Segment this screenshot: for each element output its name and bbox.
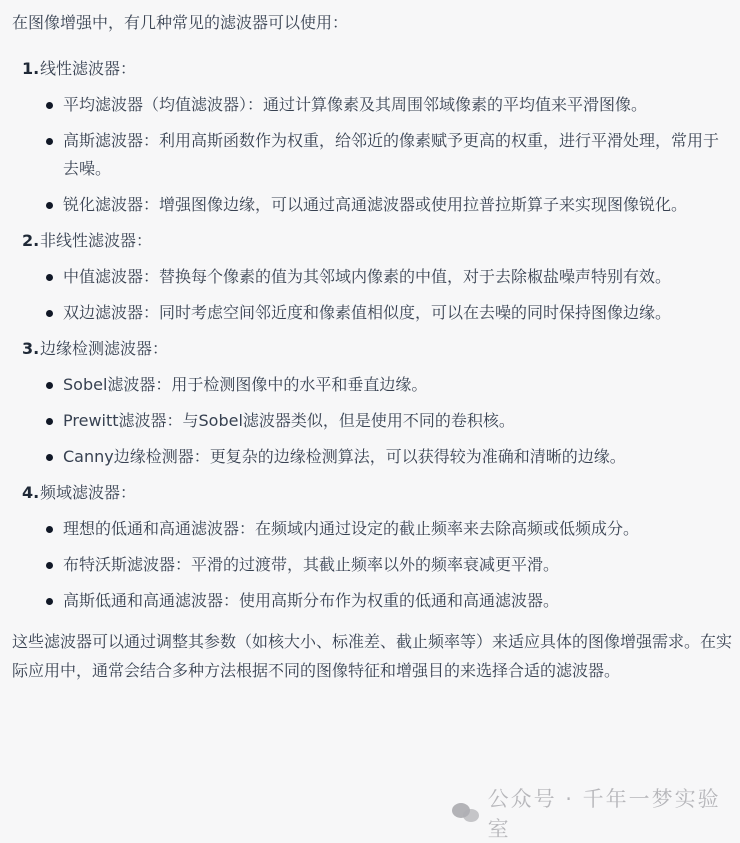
section-number: 2. bbox=[22, 231, 40, 250]
section-title: 频域滤波器： bbox=[40, 483, 137, 502]
section-number: 1. bbox=[22, 59, 40, 78]
list-item bbox=[12, 371, 740, 399]
section-heading bbox=[12, 335, 740, 363]
document bbox=[12, 0, 740, 685]
bullet-icon bbox=[46, 202, 53, 209]
section-title: 线性滤波器： bbox=[40, 59, 137, 78]
filter-list bbox=[12, 263, 740, 327]
list-item bbox=[12, 587, 740, 615]
section-title: 非线性滤波器： bbox=[40, 231, 153, 250]
list-item bbox=[12, 515, 740, 543]
list-item bbox=[12, 127, 740, 183]
list-item bbox=[12, 551, 740, 579]
section-heading bbox=[12, 479, 740, 507]
bullet-icon bbox=[46, 418, 53, 425]
bullet-icon bbox=[46, 598, 53, 605]
filter-list bbox=[12, 91, 740, 219]
section-number: 3. bbox=[22, 339, 40, 358]
list-item bbox=[12, 443, 740, 471]
bullet-icon bbox=[46, 454, 53, 461]
section-edge-detection-filters bbox=[12, 335, 740, 471]
wechat-icon bbox=[452, 801, 482, 825]
item-text: 锐化滤波器：增强图像边缘，可以通过高通滤波器或使用拉普拉斯算子来实现图像锐化。 bbox=[63, 195, 688, 214]
item-text: 平均滤波器（均值滤波器）：通过计算像素及其周围邻域像素的平均值来平滑图像。 bbox=[63, 95, 648, 114]
item-text: 布特沃斯滤波器：平滑的过渡带，其截止频率以外的频率衰减更平滑。 bbox=[63, 555, 560, 574]
watermark bbox=[452, 783, 740, 843]
section-nonlinear-filters bbox=[12, 227, 740, 327]
bullet-icon bbox=[46, 138, 53, 145]
item-text: 中值滤波器：替换每个像素的值为其邻域内像素的中值，对于去除椒盐噪声特别有效。 bbox=[63, 267, 672, 286]
intro-paragraph: 在图像增强中，有几种常见的滤波器可以使用： bbox=[12, 13, 349, 32]
item-text: 双边滤波器：同时考虑空间邻近度和像素值相似度，可以在去噪的同时保持图像边缘。 bbox=[63, 303, 672, 322]
item-text: 高斯低通和高通滤波器：使用高斯分布作为权重的低通和高通滤波器。 bbox=[63, 591, 560, 610]
section-heading bbox=[12, 55, 740, 83]
list-item bbox=[12, 263, 740, 291]
bullet-icon bbox=[46, 310, 53, 317]
section-frequency-domain-filters bbox=[12, 479, 740, 615]
filter-category-list bbox=[12, 55, 740, 615]
bullet-icon bbox=[46, 274, 53, 281]
section-linear-filters bbox=[12, 55, 740, 219]
summary-paragraph: 这些滤波器可以通过调整其参数（如核大小、标准差、截止频率等）来适应具体的图像增强需求。在实际应用中，通常会结合多种方法根据不同的图像特征和增强目的来选择合适的滤波器。 bbox=[12, 632, 733, 680]
section-number: 4. bbox=[22, 483, 40, 502]
item-text: 理想的低通和高通滤波器：在频域内通过设定的截止频率来去除高频或低频成分。 bbox=[63, 519, 640, 538]
bullet-icon bbox=[46, 562, 53, 569]
bullet-icon bbox=[46, 102, 53, 109]
list-item bbox=[12, 91, 740, 119]
item-text: Canny边缘检测器：更复杂的边缘检测算法，可以获得较为准确和清晰的边缘。 bbox=[63, 447, 626, 466]
bullet-icon bbox=[46, 382, 53, 389]
item-text: Prewitt滤波器：与Sobel滤波器类似，但是使用不同的卷积核。 bbox=[63, 411, 515, 430]
section-title: 边缘检测滤波器： bbox=[40, 339, 169, 358]
filter-list bbox=[12, 371, 740, 471]
list-item bbox=[12, 191, 740, 219]
list-item bbox=[12, 407, 740, 435]
item-text: Sobel滤波器：用于检测图像中的水平和垂直边缘。 bbox=[63, 375, 428, 394]
filter-list bbox=[12, 515, 740, 615]
bullet-icon bbox=[46, 526, 53, 533]
item-text: 高斯滤波器：利用高斯函数作为权重，给邻近的像素赋予更高的权重，进行平滑处理，常用于去噪。 bbox=[63, 131, 720, 178]
list-item bbox=[12, 299, 740, 327]
watermark-text: 公众号 · 千年一梦实验室 bbox=[487, 787, 721, 841]
section-heading bbox=[12, 227, 740, 255]
